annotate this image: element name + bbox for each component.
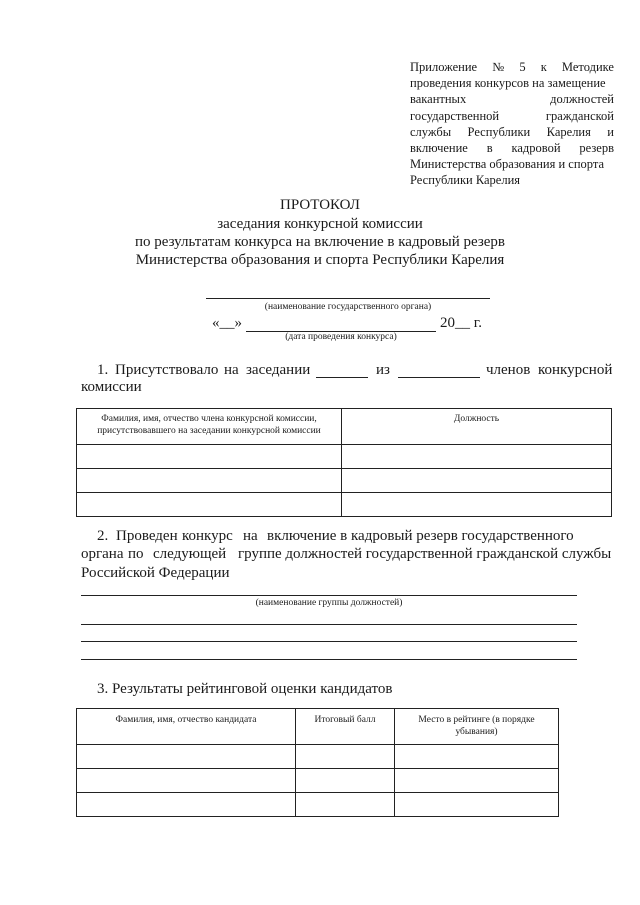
s2-w1: Проведен [116,528,178,544]
table-row [77,745,559,769]
table-cell[interactable] [77,445,342,469]
position-group-line-3[interactable] [81,641,577,642]
org-name-caption: (наименование государственного органа) [264,302,432,312]
table-cell[interactable] [296,769,395,793]
appendix-line-8: Республики Карелия [410,173,521,188]
members-col-name-header: Фамилия, имя, отчество члена конкурсной комиссии, присутствовавшего на заседании конкурсной комиссии [77,409,342,445]
title-line-1: заседания конкурсной комиссии [217,216,423,232]
total-count-field[interactable] [398,377,480,378]
s2-w4: включение в кадровый резерв государственного [267,528,574,544]
s1-text-line2: комиссии [81,379,142,395]
position-group-field[interactable] [81,595,577,596]
table-cell[interactable] [395,745,559,769]
s2-l2-w4: группе должностей государственной гражданской службы [238,546,612,562]
title-line-3: Министерства образования и спорта Республики Карелия [135,252,505,268]
appendix-line-7: Министерства образования и спорта [410,157,605,172]
rating-col-name-header: Фамилия, имя, отчество кандидата [77,709,296,745]
date-day: «__» [212,315,242,331]
s1-text-e: членов [486,362,531,378]
s2-num: 2. [97,528,109,544]
table-cell[interactable] [296,793,395,817]
table-cell[interactable] [77,769,296,793]
s1-text-f: конкурсной [538,362,613,378]
document-title: ПРОТОКОЛ [280,197,360,213]
position-group-caption: (наименование группы должностей) [255,598,403,608]
appendix-line-6: включение в кадровой резерв [410,141,614,156]
table-cell[interactable] [395,793,559,817]
s1-text-b: на [224,362,239,378]
table-cell[interactable] [342,493,612,517]
position-group-line-4[interactable] [81,659,577,660]
s2-w3: на [243,528,258,544]
date-year: 20__ г. [440,315,482,331]
s3-heading: 3. Результаты рейтинговой оценки кандидатов [97,681,393,697]
table-cell[interactable] [342,445,612,469]
table-cell[interactable] [77,793,296,817]
table-cell[interactable] [395,769,559,793]
appendix-line-5: службы Республики Карелия и [410,124,614,139]
s1-text-c: заседании [246,362,311,378]
table-row [77,445,612,469]
table-cell[interactable] [342,469,612,493]
s1-text-a: Присутствовало [115,362,219,378]
s2-l2-w3: следующей [153,546,227,562]
title-line-2: по результатам конкурса на включение в кадровый резерв [134,234,506,250]
appendix-line-4: государственной гражданской [410,108,614,123]
table-cell[interactable] [77,469,342,493]
present-count-field[interactable] [316,377,368,378]
position-group-line-2[interactable] [81,624,577,625]
date-caption: (дата проведения конкурса) [285,332,397,342]
appendix-note [410,59,614,189]
s2-w2: конкурс [182,528,233,544]
s2-line3: Российской Федерации [81,565,230,581]
table-cell[interactable] [296,745,395,769]
table-cell[interactable] [77,745,296,769]
org-name-field[interactable] [206,298,490,299]
s2-l2-w1: органа [81,546,124,562]
rating-col-place-header: Место в рейтинге (в порядке убывания) [395,709,559,745]
candidates-rating-table [76,708,559,817]
table-row [77,493,612,517]
table-row [77,769,559,793]
members-col-position-header: Должность [342,409,612,445]
s2-l2-w2: по [128,546,144,562]
rating-col-score-header: Итоговый балл [296,709,395,745]
s1-num: 1. [97,362,109,378]
s1-text-d: из [376,362,390,378]
commission-members-table [76,408,612,517]
table-row [77,793,559,817]
table-row [77,469,612,493]
appendix-line-3: вакантных должностей [410,92,614,107]
appendix-line-1: Приложение № 5 к Методике [410,60,614,74]
table-cell[interactable] [77,493,342,517]
appendix-line-2: проведения конкурсов на замещение [410,76,606,91]
